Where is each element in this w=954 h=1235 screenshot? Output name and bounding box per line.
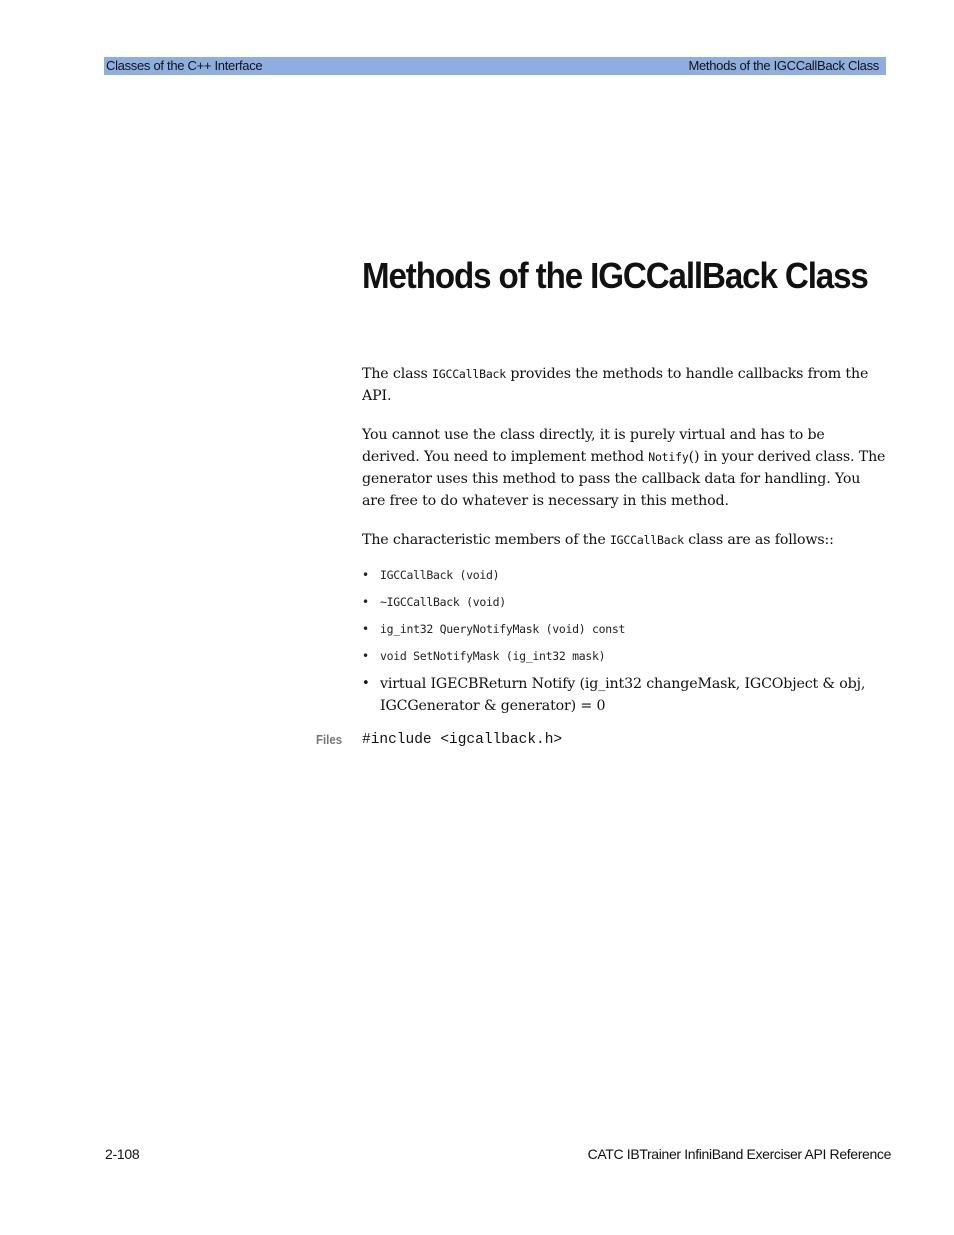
bullet-icon: • [362,568,369,582]
bullet-icon: • [362,676,370,691]
virtual-class-paragraph: You cannot use the class directly, it is purely virtual and has to be derived. You need to implement method Notify() in your derived class. The generator uses this method to pass the callback data for handling. You are free to do whatever is necessary in this method. [362,427,886,509]
running-header [104,57,886,75]
inline-code-method-name: Notify [648,450,689,464]
bullet-icon: • [362,595,369,609]
list-item: • ~IGCCallBack (void) [362,591,886,618]
bullet-icon: • [362,622,369,636]
list-item: • ig_int32 QueryNotifyMask (void) const [362,618,886,645]
header-chapter-title: Classes of the C++ Interface [106,58,263,73]
list-item: • virtual IGECBReturn Notify (ig_int32 changeMask, IGCObject & obj, IGCGenerator & generator) = 0 [362,673,886,717]
page-number: 2-108 [105,1146,140,1162]
list-item: • void SetNotifyMask (ig_int32 mask) [362,645,886,672]
include-statement: #include <igcallback.h> [362,732,563,748]
files-label: Files [316,732,343,747]
header-section-title: Methods of the IGCCallBack Class [688,58,879,73]
bullet-icon: • [362,649,369,663]
list-item: • IGCCallBack (void) [362,564,886,591]
members-intro-paragraph: The characteristic members of the IGCCallBack class are as follows:: [362,532,834,548]
members-list [362,564,886,717]
inline-code-class-name: IGCCallBack [432,367,506,381]
book-title: CATC IBTrainer InfiniBand Exerciser API Reference [587,1146,891,1162]
page-title: Methods of the IGCCallBack Class [362,255,868,296]
inline-code-class-name: IGCCallBack [609,533,684,547]
intro-paragraph: The class IGCCallBack provides the methods to handle callbacks from the API. [362,366,869,404]
